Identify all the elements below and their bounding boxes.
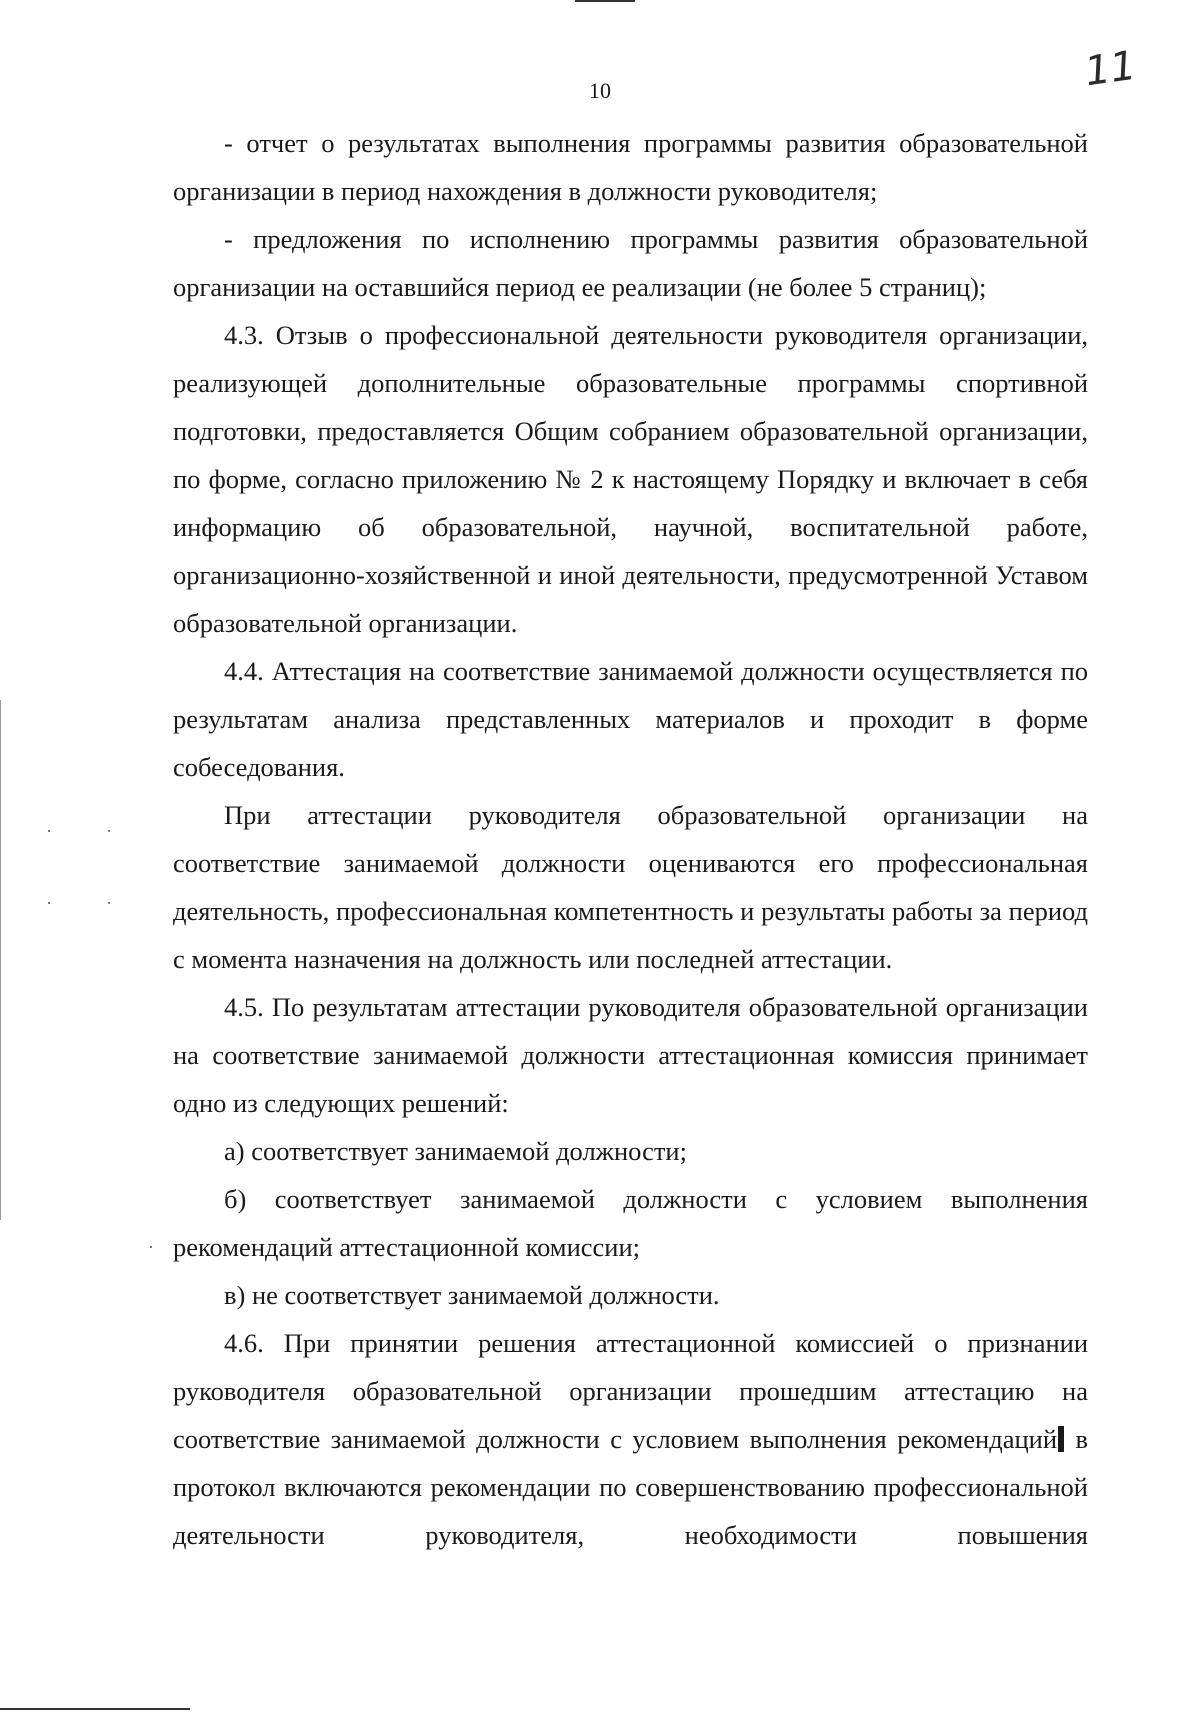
paragraph-attestation-evaluation: При аттестации руководителя образовательной организации на соответствие занимаемой должности оцениваются его профессиональная деятельность, профессиональная компетентность и результаты работы за период с момента назначения на должность или последней аттестации.	[173, 800, 1088, 974]
paragraph-4-4: 4.4. Аттестация на соответствие занимаемой должности осуществляется по результатам анализа представленных материалов и проходит в форме собеседования.	[173, 656, 1088, 782]
paragraph-4-6-continuation: в протокол включаются рекомендации по совершенствованию профессиональной деятельности руководителя, необходимости повышения	[173, 1424, 1089, 1550]
paragraph-report-item: - отчет о результатах выполнения программы развития образовательной организации в период нахождения в должности руководителя;	[173, 128, 1088, 206]
paragraph-4-5: 4.5. По результатам аттестации руководителя образовательной организации на соответствие занимаемой должности аттестационная комиссия принимает одно из следующих решений:	[173, 992, 1088, 1118]
scan-speck	[150, 1246, 152, 1248]
scan-edge-bottom	[0, 1708, 190, 1710]
paragraph-proposals-item: - предложения по исполнению программы развития образовательной организации на оставшийся период ее реализации (не более 5 страниц);	[173, 224, 1088, 302]
scan-edge-top	[575, 0, 635, 2]
paragraph-4-6-start: 4.6. При принятии решения аттестационной комиссией о признании руководителя образовательной организации прошедшим аттестацию на соответствие занимаемой должности с условием выполнения рекомендаций	[173, 1328, 1088, 1454]
ink-mark	[1058, 1426, 1064, 1452]
scan-speck	[48, 830, 50, 832]
handwritten-sheet-number: 11	[1082, 42, 1139, 96]
scan-edge-left	[0, 700, 1, 1220]
decision-option-c: в) не соответствует занимаемой должности.	[224, 1280, 720, 1310]
decision-option-b: б) соответствует занимаемой должности с условием выполнения рекомендаций аттестационной комиссии;	[173, 1184, 1088, 1262]
scan-speck	[108, 830, 110, 832]
document-body	[173, 119, 1088, 1559]
scan-speck	[48, 902, 50, 904]
page-number: 10	[589, 78, 611, 103]
paragraph-4-3: 4.3. Отзыв о профессиональной деятельности руководителя организации, реализующей дополнительные образовательные программы спортивной подготовки, предоставляется Общим собранием образовательной организации, по форме, согласно приложению № 2 к настоящему Порядку и включает в себя информацию об образовательной, научной, воспитательной работе, организационно-хозяйственной и иной деятельности, предусмотренной Уставом образовательной организации.	[173, 320, 1088, 638]
scan-speck	[108, 902, 110, 904]
decision-option-a: а) соответствует занимаемой должности;	[224, 1136, 687, 1166]
paragraph-4-6	[173, 1319, 1088, 1559]
